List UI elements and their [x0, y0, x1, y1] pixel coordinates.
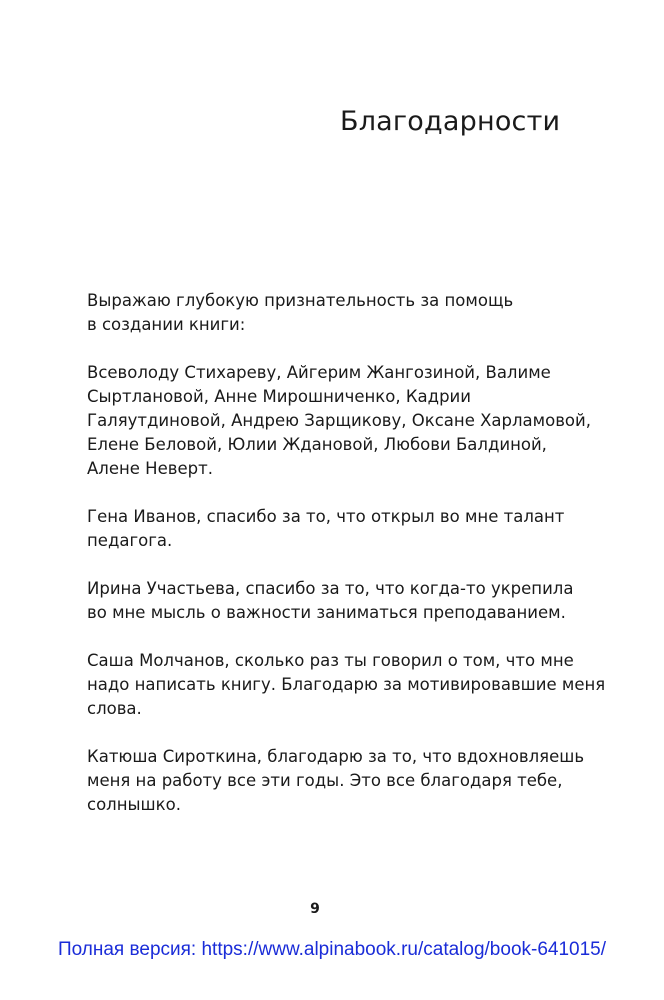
text-line: Алене Неверт.: [87, 459, 213, 478]
paragraph-names-list: [87, 361, 591, 481]
text-line: во мне мысль о важности заниматься преподаванием.: [87, 603, 566, 622]
text-line: Саша Молчанов, сколько раз ты говорил о том, что мне: [87, 651, 574, 670]
paragraph-irina-uchastyeva: [87, 577, 574, 625]
text-line: в создании книги:: [87, 315, 246, 334]
text-line: Всеволоду Стихареву, Айгерим Жангозиной, Валиме: [87, 363, 551, 382]
full-version-link[interactable]: Полная версия: https://www.alpinabook.ru/catalog/book-641015/: [57, 939, 607, 960]
text-line: надо написать книгу. Благодарю за мотивировавшие меня: [87, 675, 606, 694]
paragraph-katyusha-sirotkina: [87, 745, 585, 817]
text-line: Елене Беловой, Юлии Ждановой, Любови Балдиной,: [87, 435, 547, 454]
paragraph-gena-ivanov: [87, 505, 567, 553]
paragraph-sasha-molchanov: [87, 649, 606, 721]
text-line: Сыртлановой, Анне Мирошниченко, Кадрии: [87, 387, 471, 406]
text-line: Ирина Участьева, спасибо за то, что когда-то укрепила: [87, 579, 574, 598]
paragraph-intro: [87, 289, 567, 337]
text-line: Выражаю глубокую признательность за помощь: [87, 291, 514, 310]
text-line: Гена Иванов, спасибо за то, что открыл во мне талант: [87, 507, 565, 526]
text-line: педагога.: [87, 531, 173, 550]
text-line: Катюша Сироткина, благодарю за то, что вдохновляешь: [87, 747, 585, 766]
page-number: 9: [310, 901, 320, 917]
acknowledgements-body: [87, 289, 606, 841]
text-line: Галяутдиновой, Андрею Зарщикову, Оксане Харламовой,: [87, 411, 591, 430]
text-line: солнышко.: [87, 795, 181, 814]
text-line: слова.: [87, 699, 142, 718]
text-line: меня на работу все эти годы. Это все благодаря тебе,: [87, 771, 563, 790]
page-title: Благодарности: [340, 106, 561, 137]
